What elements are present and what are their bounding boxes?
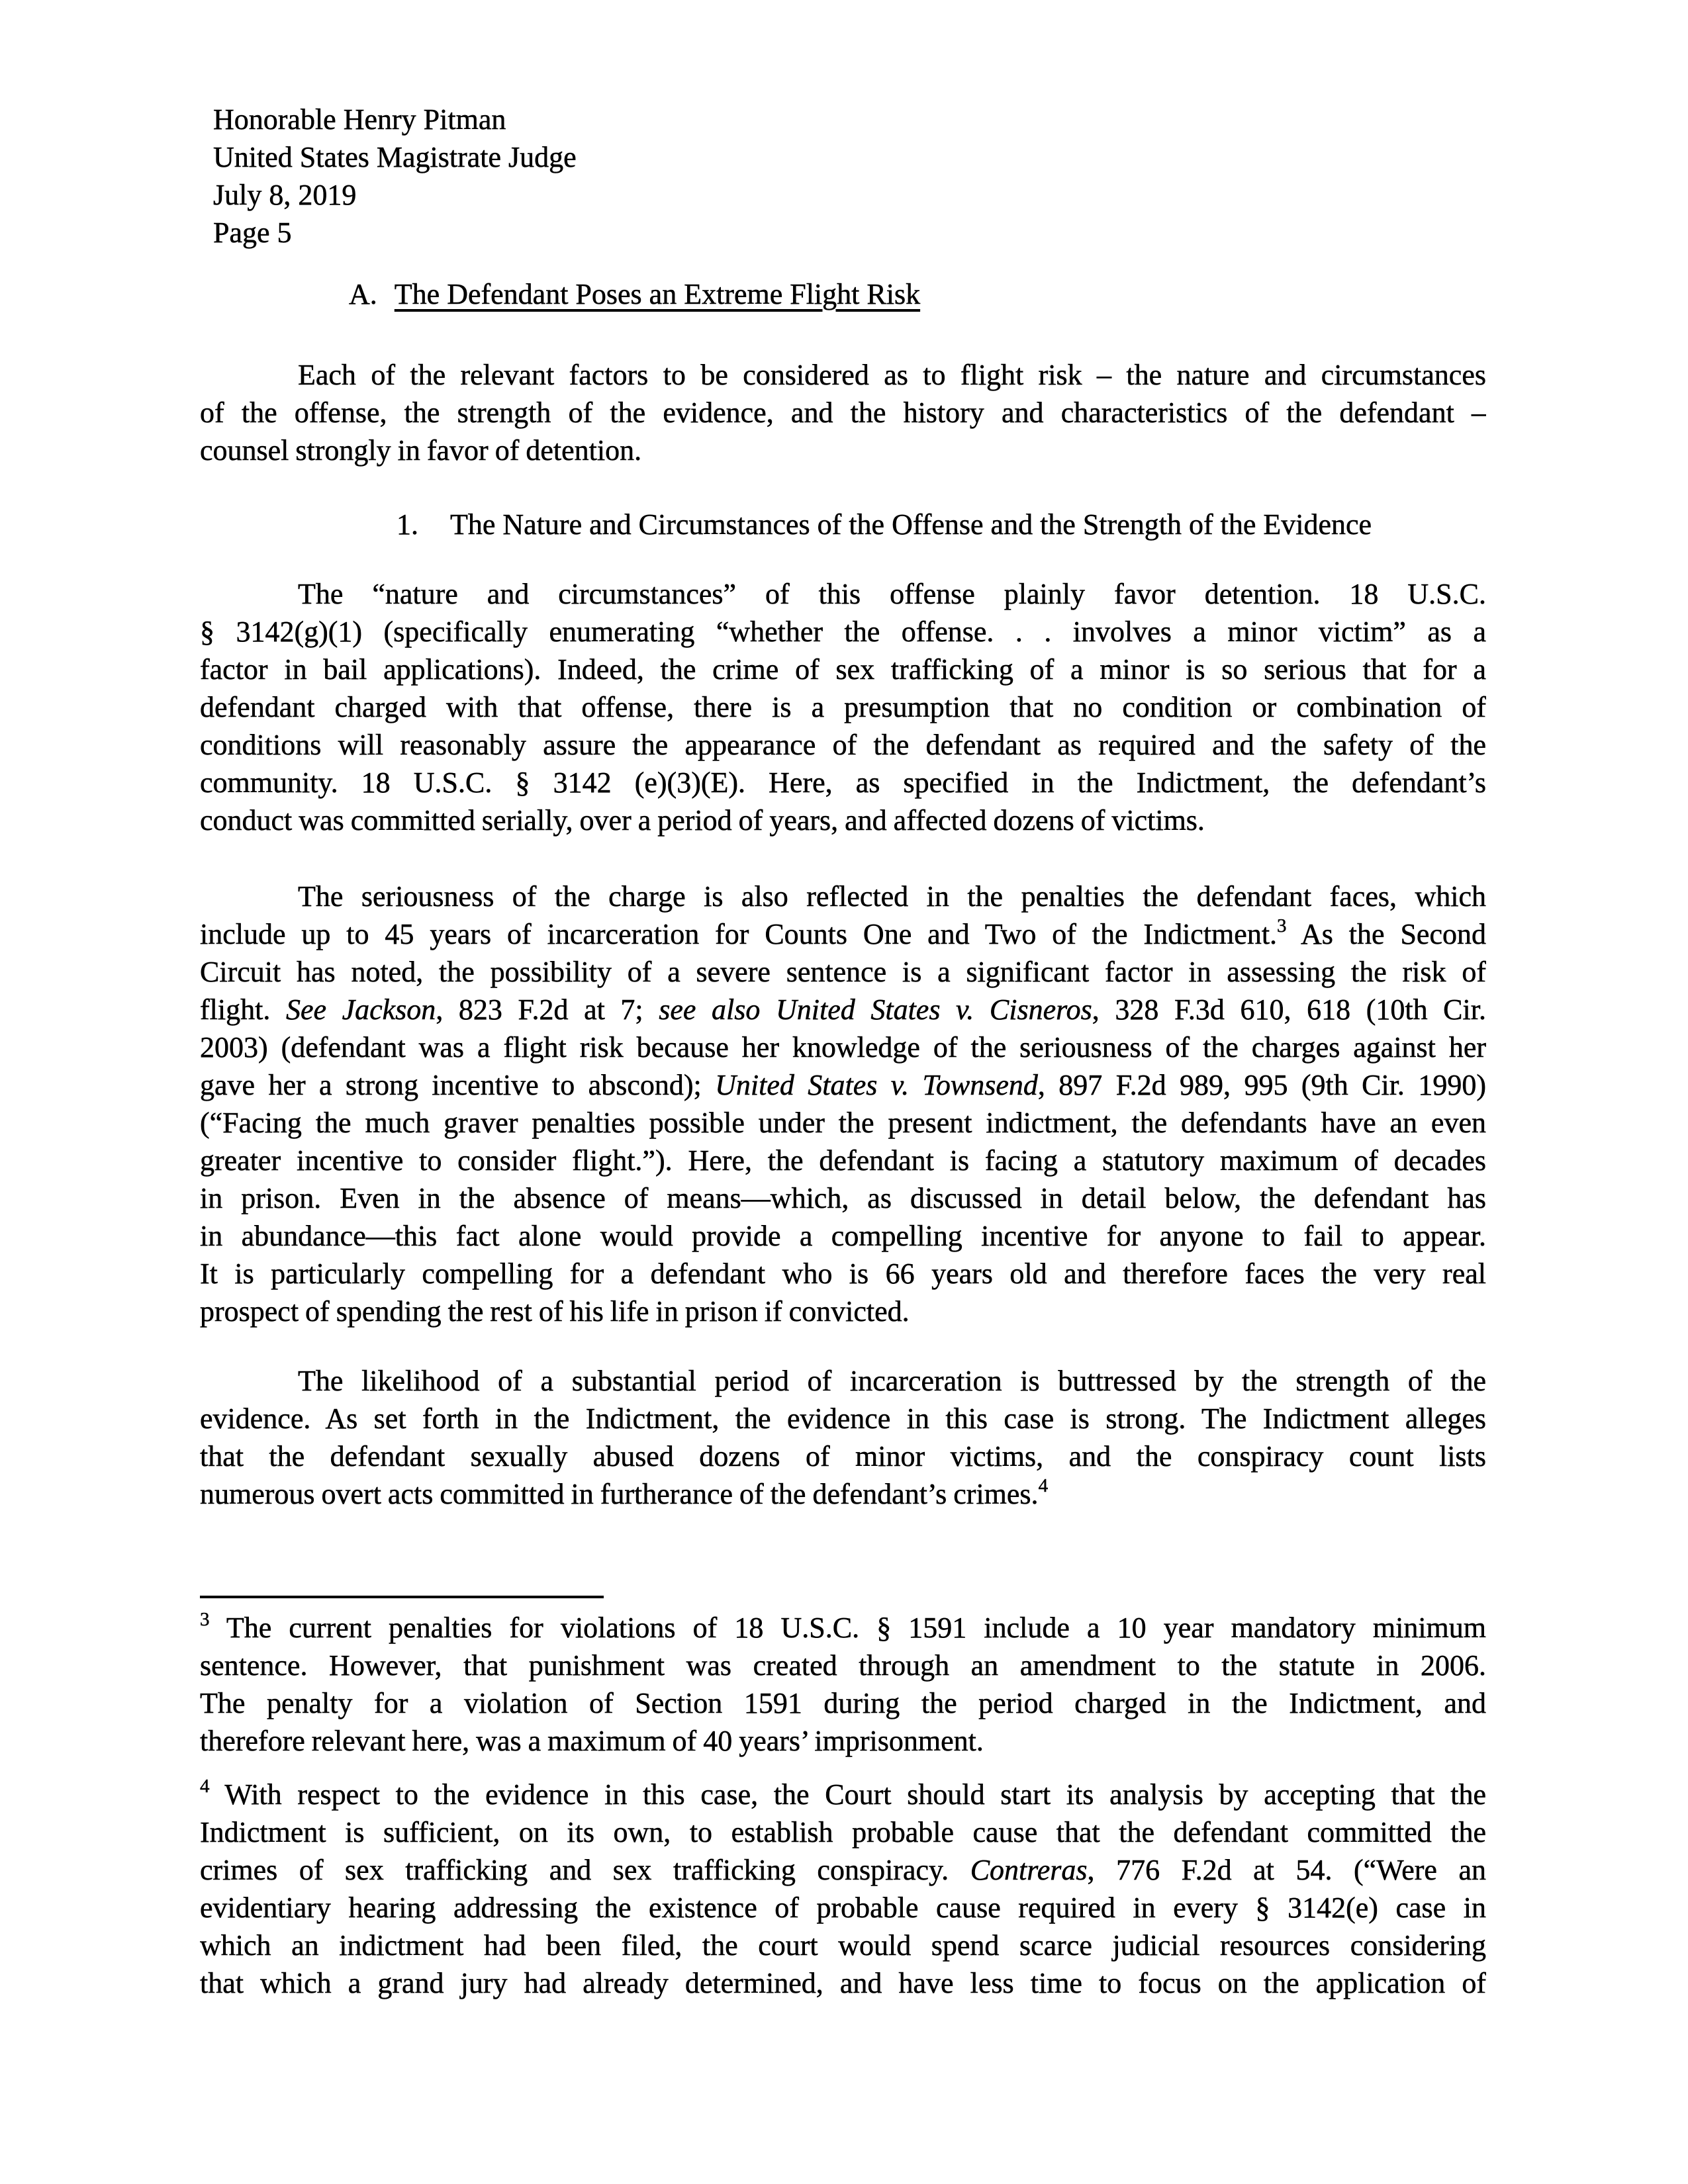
text-line: numerous overt acts committed in furtherance of the defendant’s crimes.$^4$ [200,1475,1049,1510]
section-a-label: A. [349,278,377,310]
text-line: flight. See Jackson, 823 F.2d at 7; see also United States v. Cisneros, 328 F.3d 610, 618 (10th Cir. [200,993,1486,1026]
text-line: sentence. However, that punishment was created through an amendment to the statute in 2006. [200,1649,1486,1682]
text-line: conduct was committed serially, over a period of years, and affected dozens of victims. [200,804,1205,837]
letter-header [213,101,1486,251]
text-line: Each of the relevant factors to be considered as to flight risk – the nature and circumstances [298,359,1486,391]
text-line: 2003) (defendant was a flight risk because her knowledge of the seriousness of the charges against her [200,1031,1486,1064]
text-line: crimes of sex trafficking and sex trafficking conspiracy. Contreras, 776 F.2d at 54. (“Were an [200,1854,1486,1886]
text-line: that which a grand jury had already determined, and have less time to focus on the application of [200,1967,1486,1999]
text-line: The penalty for a violation of Section 1591 during the period charged in the Indictment, and [200,1687,1486,1719]
text-line: Indictment is sufficient, on its own, to establish probable cause that the defendant committed the [200,1816,1486,1848]
text-line: § 3142(g)(1) (specifically enumerating “whether the offense. . . involves a minor victim” as a [200,615,1486,648]
text-line: evidentiary hearing addressing the existence of probable cause required in every § 3142(e) case in [200,1891,1486,1924]
text-line: of the offense, the strength of the evidence, and the history and characteristics of the defendant – [200,396,1486,429]
section-a-title: The Defendant Poses an Extreme Flight Risk [394,278,921,310]
text-line: in abundance—this fact alone would provide a compelling incentive for anyone to fail to appear. [200,1220,1486,1252]
paragraph-nature-circumstances [200,575,1486,839]
text-line: counsel strongly in favor of detention. [200,434,642,467]
footnote-separator-rule [200,1596,604,1598]
text-line: that the defendant sexually abused dozens of minor victims, and the conspiracy count lists [200,1440,1486,1473]
text-line: (“Facing the much graver penalties possible under the present indictment, the defendants have an even [200,1107,1486,1139]
text-line: gave her a strong incentive to abscond); United States v. Townsend, 897 F.2d 989, 995 (9th Cir. 1990) [200,1069,1486,1101]
subsection-1-label: 1. [397,508,418,541]
text-line: It is particularly compelling for a defendant who is 66 years old and therefore faces the very real [200,1257,1486,1290]
text-line: conditions will reasonably assure the appearance of the defendant as required and the safety of the [200,729,1486,761]
header-date: July 8, 2019 [213,179,357,211]
subsection-heading-1 [397,506,1486,543]
text-line: The likelihood of a substantial period of incarceration is buttressed by the strength of the [298,1365,1486,1397]
footnote-4 [200,1776,1486,2002]
text-line: therefore relevant here, was a maximum of 40 years’ imprisonment. [200,1725,984,1757]
subsection-1-title: The Nature and Circumstances of the Offense and the Strength of the Evidence [450,508,1372,541]
text-line: which an indictment had been filed, the court would spend scarce judicial resources considering [200,1929,1486,1962]
text-line: community. 18 U.S.C. § 3142 (e)(3)(E). Here, as specified in the Indictment, the defendant’s [200,766,1486,799]
text-line: in prison. Even in the absence of means—which, as discussed in detail below, the defendant has [200,1182,1486,1214]
footnote-3 [200,1609,1486,1760]
section-heading-a [349,275,1486,313]
text-line: factor in bail applications). Indeed, the crime of sex trafficking of a minor is so serious that for a [200,653,1486,686]
text-line: Circuit has noted, the possibility of a severe sentence is a significant factor in assessing the risk of [200,956,1486,988]
text-line: evidence. As set forth in the Indictment, the evidence in this case is strong. The Indictment alleges [200,1402,1486,1435]
text-line: greater incentive to consider flight.”). Here, the defendant is facing a statutory maximum of decades [200,1144,1486,1177]
header-recipient-name: Honorable Henry Pitman [213,103,506,136]
text-line: prospect of spending the rest of his life in prison if convicted. [200,1295,910,1328]
text-line: $^4$ With respect to the evidence in this case, the Court should start its analysis by accepting that the [200,1776,1486,1811]
paragraph-likelihood-incarceration [200,1362,1486,1513]
text-line: include up to 45 years of incarceration for Counts One and Two of the Indictment.$^3$ As the Second [200,915,1486,950]
paragraph-seriousness-penalties [200,878,1486,1330]
paragraph-flight-risk-factors [200,356,1486,469]
text-line: The seriousness of the charge is also reflected in the penalties the defendant faces, which [298,880,1486,913]
text-line: defendant charged with that offense, there is a presumption that no condition or combination of [200,691,1486,723]
text-line: $^3$ The current penalties for violations of 18 U.S.C. § 1591 include a 10 year mandatory minimum [200,1609,1486,1644]
header-recipient-title: United States Magistrate Judge [213,141,577,173]
text-line: The “nature and circumstances” of this offense plainly favor detention. 18 U.S.C. [298,578,1486,610]
header-page-number: Page 5 [213,216,292,249]
